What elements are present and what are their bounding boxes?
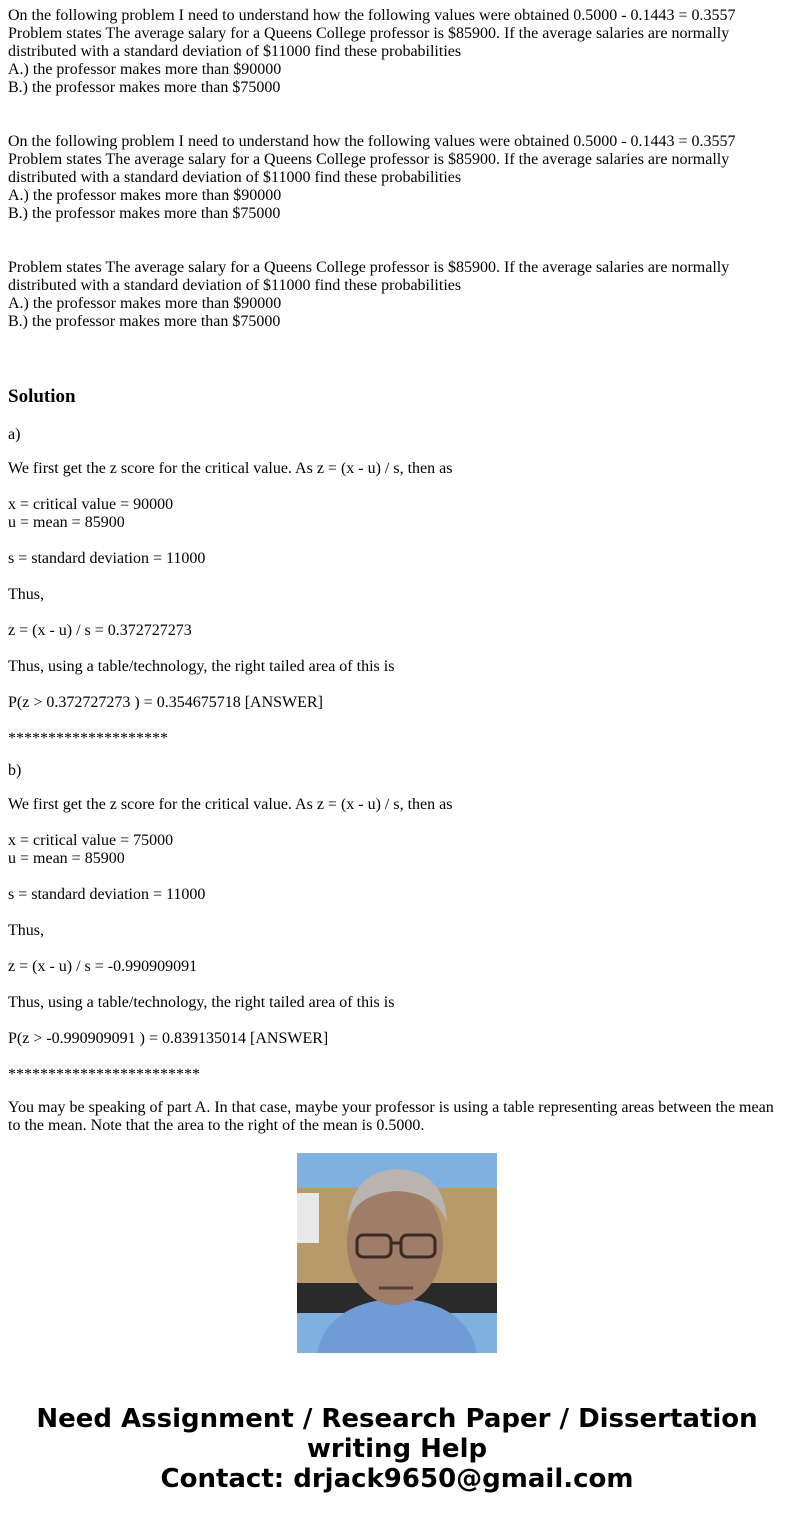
question-block-1 xyxy=(8,7,786,97)
part-a-thus-table: Thus, using a table/technology, the right tailed area of this is xyxy=(8,658,395,675)
footer-headline-cont: writing Help xyxy=(306,1434,488,1464)
part-b-separator: ************************ xyxy=(8,1066,200,1083)
question-b: B.) the professor makes more than $75000 xyxy=(8,313,281,330)
question-b: B.) the professor makes more than $75000 xyxy=(8,205,281,222)
portrait-image xyxy=(297,1153,497,1353)
part-a-intro: We first get the z score for the critical value. As z = (x - u) / s, then as xyxy=(8,460,453,477)
solution-heading: Solution xyxy=(8,386,76,407)
part-b-z: z = (x - u) / s = -0.990909091 xyxy=(8,958,198,975)
part-b-x: x = critical value = 75000 xyxy=(8,832,174,849)
part-a-x: x = critical value = 90000 xyxy=(8,496,174,513)
part-b-thus-table: Thus, using a table/technology, the right tailed area of this is xyxy=(8,994,395,1011)
part-a-label: a) xyxy=(8,426,21,443)
part-b-intro: We first get the z score for the critical value. As z = (x - u) / s, then as xyxy=(8,796,453,813)
question-block-2 xyxy=(8,133,786,223)
problem-statement: Problem states The average salary for a Queens College professor is $85900. If the average salaries are normally distributed with a standard deviation of $11000 find these probabilities xyxy=(8,151,734,186)
part-a-u: u = mean = 85900 xyxy=(8,514,125,531)
part-b-thus: Thus, xyxy=(8,922,44,939)
part-a-s: s = standard deviation = 11000 xyxy=(8,550,206,567)
question-a: A.) the professor makes more than $90000 xyxy=(8,295,282,312)
closing-paragraph: You may be speaking of part A. In that case, maybe your professor is using a table representing areas between the mean to the mean. Note that the area to the right of the mean is 0.5000. xyxy=(8,1099,774,1134)
contact-email: Contact: drjack9650@gmail.com xyxy=(160,1464,634,1494)
part-a-z: z = (x - u) / s = 0.372727273 xyxy=(8,622,192,639)
part-a-answer: P(z > 0.372727273 ) = 0.354675718 [ANSWER] xyxy=(8,694,323,711)
contact-footer xyxy=(0,1404,794,1494)
part-b-u: u = mean = 85900 xyxy=(8,850,125,867)
question-a: A.) the professor makes more than $90000 xyxy=(8,61,282,78)
question-b: B.) the professor makes more than $75000 xyxy=(8,79,281,96)
problem-statement: Problem states The average salary for a Queens College professor is $85900. If the average salaries are normally distributed with a standard deviation of $11000 find these probabilities xyxy=(8,259,734,294)
problem-statement: Problem states The average salary for a Queens College professor is $85900. If the average salaries are normally distributed with a standard deviation of $11000 find these probabilities xyxy=(8,25,734,60)
question-intro: On the following problem I need to understand how the following values were obtained 0.5000 - 0.1443 = 0.3557 xyxy=(8,7,736,24)
part-a-thus: Thus, xyxy=(8,586,44,603)
part-b-s: s = standard deviation = 11000 xyxy=(8,886,206,903)
part-b-label: b) xyxy=(8,762,22,779)
part-a-separator: ******************** xyxy=(8,730,168,747)
question-a: A.) the professor makes more than $90000 xyxy=(8,187,282,204)
question-intro: On the following problem I need to understand how the following values were obtained 0.5000 - 0.1443 = 0.3557 xyxy=(8,133,736,150)
part-b-answer: P(z > -0.990909091 ) = 0.839135014 [ANSWER] xyxy=(8,1030,329,1047)
question-block-3 xyxy=(8,259,786,331)
author-avatar xyxy=(297,1153,497,1353)
footer-headline: Need Assignment / Research Paper / Dissertation xyxy=(36,1404,758,1434)
